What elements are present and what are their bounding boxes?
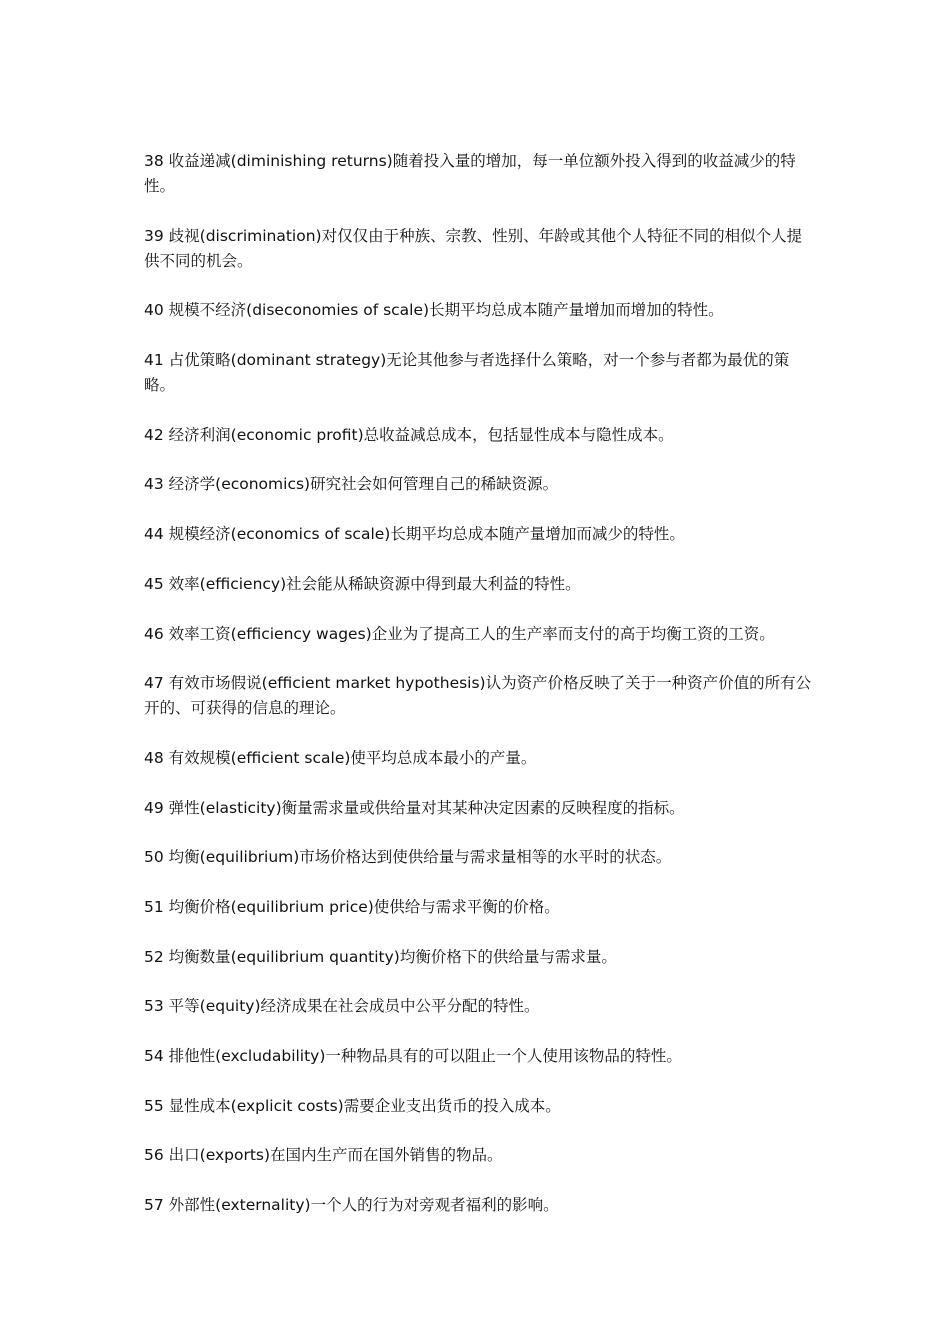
glossary-list <box>144 149 812 1243</box>
glossary-entry-57: 57 外部性(externality)一个人的行为对旁观者福利的影响。 <box>144 1196 559 1215</box>
glossary-entry-56: 56 出口(exports)在国内生产而在国外销售的物品。 <box>144 1146 503 1165</box>
glossary-entry-54: 54 排他性(excludability)一种物品具有的可以阻止一个人使用该物品的特性。 <box>144 1047 682 1065</box>
glossary-entry-55: 55 显性成本(explicit costs)需要企业支出货币的投入成本。 <box>144 1096 561 1115</box>
glossary-entry-47: 47 有效市场假说(efficient market hypothesis)认为资产价格反映了关于一种资产价值的所有公开的、可获得的信息的理论。 <box>144 674 812 718</box>
glossary-entry-50: 50 均衡(equilibrium)市场价格达到使供给量与需求量相等的水平时的状态。 <box>144 848 672 867</box>
glossary-entry-53: 53 平等(equity)经济成果在社会成员中公平分配的特性。 <box>144 997 540 1016</box>
glossary-entry-42: 42 经济利润(economic profit)总收益减总成本，包括显性成本与隐性成本。 <box>144 425 674 444</box>
glossary-entry-45: 45 效率(efficiency)社会能从稀缺资源中得到最大利益的特性。 <box>144 574 581 593</box>
glossary-entry-44: 44 规模经济(economics of scale)长期平均总成本随产量增加而减少的特性。 <box>144 525 685 544</box>
glossary-entry-41: 41 占优策略(dominant strategy)无论其他参与者选择什么策略，对一个参与者都为最优的策略。 <box>144 351 790 395</box>
glossary-entry-40: 40 规模不经济(diseconomies of scale)长期平均总成本随产量增加而增加的特性。 <box>144 301 724 320</box>
glossary-entry-43: 43 经济学(economics)研究社会如何管理自己的稀缺资源。 <box>144 475 559 494</box>
glossary-entry-51: 51 均衡价格(equilibrium price)使供给与需求平衡的价格。 <box>144 897 560 916</box>
glossary-entry-48: 48 有效规模(efficient scale)使平均总成本最小的产量。 <box>144 748 537 767</box>
glossary-entry-39: 39 歧视(discrimination)对仅仅由于种族、宗教、性别、年龄或其他个人特征不同的相似个人提供不同的机会。 <box>144 226 803 270</box>
glossary-entry-46: 46 效率工资(efficiency wages)企业为了提高工人的生产率而支付的高于均衡工资的工资。 <box>144 624 775 643</box>
glossary-entry-49: 49 弹性(elasticity)衡量需求量或供给量对其某种决定因素的反映程度的指标。 <box>144 798 685 817</box>
glossary-entry-38: 38 收益递减(diminishing returns)随着投入量的增加，每一单位额外投入得到的收益减少的特性。 <box>144 152 796 195</box>
glossary-entry-52: 52 均衡数量(equilibrium quantity)均衡价格下的供给量与需求量。 <box>144 947 617 966</box>
